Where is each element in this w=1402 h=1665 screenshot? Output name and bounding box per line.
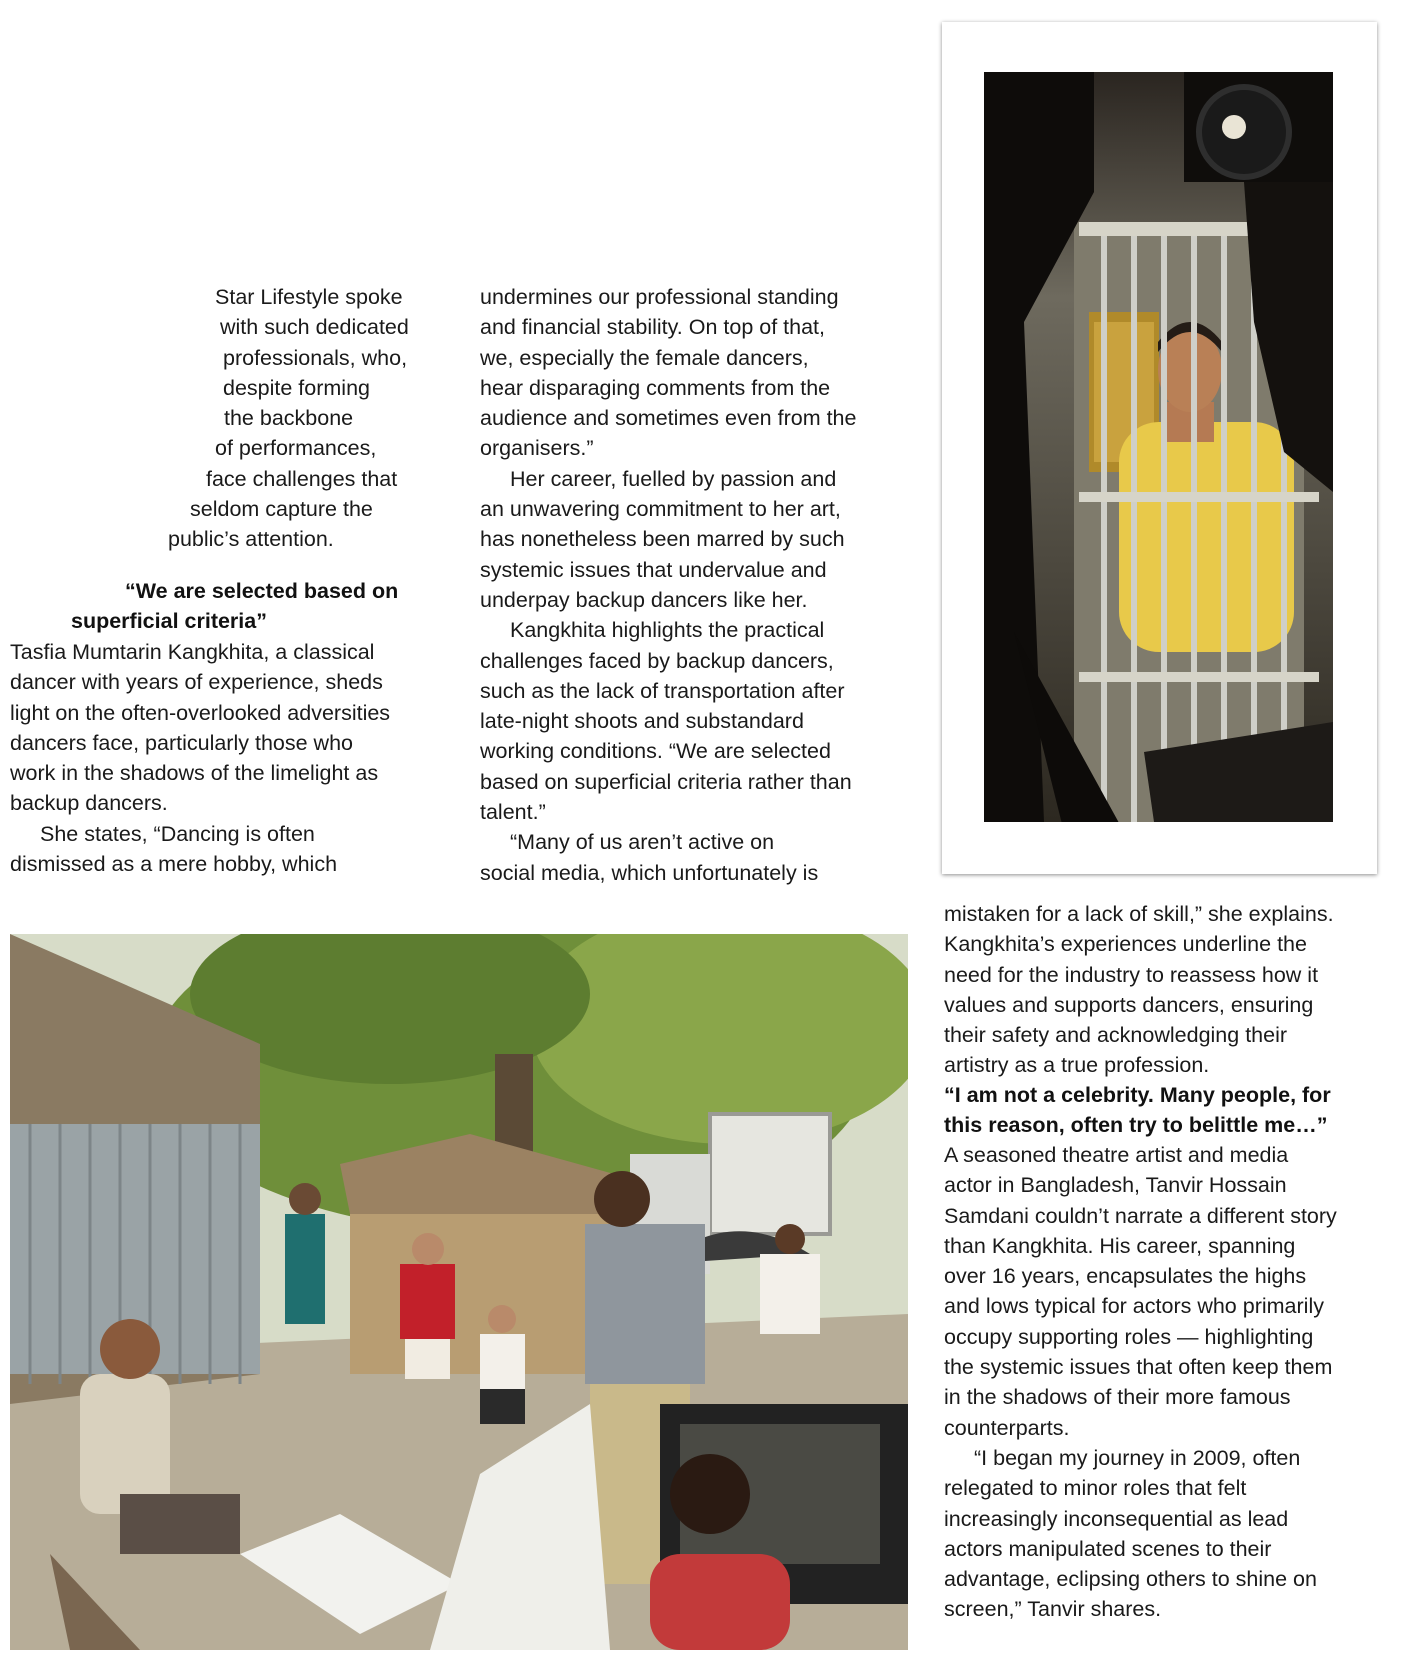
body-line: has nonetheless been marred by such (480, 527, 845, 552)
intro-text (0, 282, 470, 555)
body-line: we, especially the female dancers, (480, 345, 809, 370)
intro-line: professionals, who, (223, 345, 408, 370)
body-line: over 16 years, encapsulates the highs (944, 1264, 1307, 1289)
body-line: Kangkhita’s experiences underline the (944, 932, 1307, 957)
body-line: artistry as a true profession. (944, 1053, 1210, 1078)
body-line: an unwavering commitment to her art, (480, 497, 841, 522)
body-line: undermines our professional standing (480, 285, 839, 309)
intro-line: face challenges that (206, 466, 398, 491)
body-line: screen,” Tanvir shares. (944, 1597, 1162, 1622)
body-line: backup dancers. (10, 791, 168, 816)
body-line: late-night shoots and substandard (480, 709, 804, 734)
actor-behind-bars-photo (984, 72, 1333, 822)
body-line: She states, “Dancing is often (40, 821, 315, 846)
intro-line: public’s attention. (168, 527, 334, 552)
section-2-body (944, 1140, 1399, 1625)
body-line: values and supports dancers, ensuring (944, 992, 1314, 1017)
body-line: in the shadows of their more famous (944, 1385, 1291, 1410)
body-line: talent.” (480, 800, 546, 825)
body-line: based on superficial criteria rather than (480, 769, 852, 794)
body-line: and lows typical for actors who primarily (944, 1294, 1324, 1319)
body-line: dismissed as a mere hobby, which (10, 852, 338, 877)
intro-line: the backbone (224, 406, 354, 431)
intro-line: seldom capture the (190, 497, 373, 522)
body-line: actors manipulated scenes to their (944, 1536, 1272, 1561)
body-line: Tasfia Mumtarin Kangkhita, a classical (10, 640, 375, 664)
body-line: social media, which unfortunately is (480, 860, 819, 885)
body-line: A seasoned theatre artist and media (944, 1143, 1289, 1167)
body-line: organisers.” (480, 436, 594, 461)
body-line: and financial stability. On top of that, (480, 315, 825, 340)
body-line: underpay backup dancers like her. (480, 587, 808, 612)
section-heading-2 (944, 1080, 1399, 1141)
body-line: audience and sometimes even from the (480, 406, 857, 431)
intro-line: despite forming (223, 375, 370, 400)
heading-line: superficial criteria” (71, 609, 267, 634)
body-line: Kangkhita highlights the practical (510, 618, 825, 643)
body-line: actor in Bangladesh, Tanvir Hossain (944, 1173, 1287, 1198)
body-line: advantage, eclipsing others to shine on (944, 1567, 1317, 1592)
body-line: counterparts. (944, 1415, 1070, 1440)
body-line: such as the lack of transportation after (480, 678, 845, 703)
column-2-body (480, 282, 910, 888)
body-line: Her career, fuelled by passion and (510, 466, 837, 491)
body-line: than Kangkhita. His career, spanning (944, 1233, 1296, 1258)
body-line: mistaken for a lack of skill,” she explains. (944, 902, 1334, 926)
body-line: hear disparaging comments from the (480, 375, 831, 400)
body-line: Samdani couldn’t narrate a different story (944, 1203, 1337, 1228)
body-line: dancer with years of experience, sheds (10, 670, 383, 695)
heading-line: “I am not a celebrity. Many people, for (944, 1083, 1331, 1107)
intro-line: Star Lifestyle spoke (215, 285, 403, 309)
body-line: increasingly inconsequential as lead (944, 1506, 1289, 1531)
section-heading-1 (0, 576, 470, 637)
body-line: need for the industry to reassess how it (944, 962, 1319, 987)
body-line: the systemic issues that often keep them (944, 1355, 1333, 1380)
body-line: “I began my journey in 2009, often (974, 1445, 1301, 1470)
heading-line: “We are selected based on (125, 579, 399, 603)
body-line: dancers face, particularly those who (10, 730, 353, 755)
film-set-photo (10, 934, 908, 1650)
heading-line: this reason, often try to belittle me…” (944, 1113, 1328, 1138)
body-line: “Many of us aren’t active on (510, 830, 775, 855)
intro-line: with such dedicated (220, 315, 409, 340)
body-line: relegated to minor roles that felt (944, 1476, 1247, 1501)
body-line: light on the often-overlooked adversities (10, 700, 391, 725)
photo-frame (942, 22, 1377, 874)
intro-line: of performances, (215, 436, 377, 461)
column-3-body (944, 899, 1399, 1081)
body-line: work in the shadows of the limelight as (10, 761, 379, 786)
body-line: systemic issues that undervalue and (480, 557, 827, 582)
body-line: occupy supporting roles — highlighting (944, 1324, 1314, 1349)
body-line: challenges faced by backup dancers, (480, 648, 834, 673)
section-1-body (10, 637, 470, 879)
body-line: their safety and acknowledging their (944, 1023, 1288, 1048)
body-line: working conditions. “We are selected (480, 739, 831, 764)
